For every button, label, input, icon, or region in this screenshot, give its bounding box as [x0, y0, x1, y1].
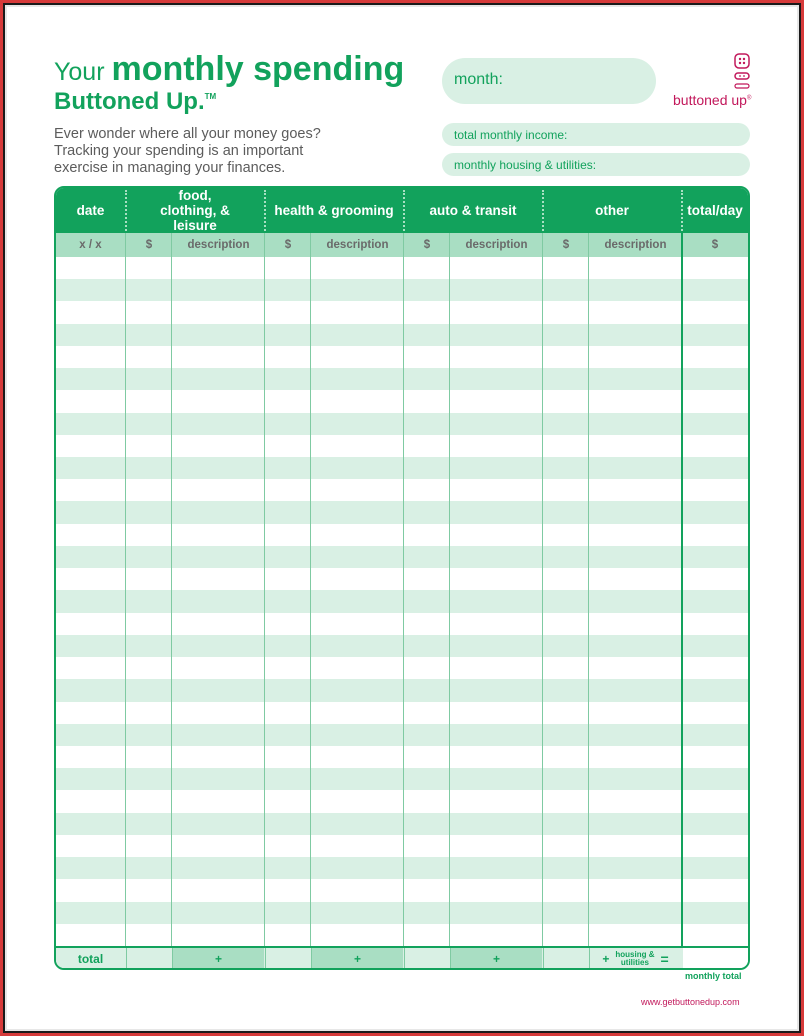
month-field[interactable]	[442, 58, 656, 104]
table-row[interactable]	[56, 879, 748, 901]
intro-line: Tracking your spending is an important	[54, 143, 304, 159]
column-line	[542, 233, 543, 946]
subtitle-text: Buttoned Up.	[54, 88, 205, 115]
housing-line: housing &	[615, 950, 655, 959]
logo-registered: ®	[746, 95, 752, 102]
col-food: food, clothing, & leisure	[160, 188, 230, 233]
table-row[interactable]	[56, 790, 748, 812]
table-row[interactable]	[56, 724, 748, 746]
table-row[interactable]	[56, 613, 748, 635]
table-body	[56, 257, 748, 946]
sub-food-dollar: $	[145, 239, 153, 251]
column-line	[403, 233, 404, 946]
housing-label: monthly housing & utilities:	[454, 158, 597, 172]
table-row[interactable]	[56, 546, 748, 568]
table-subheader	[56, 233, 748, 257]
plus-sign: +	[450, 948, 542, 970]
sub-health-description: description	[326, 239, 389, 251]
logo-wordmark	[673, 92, 751, 108]
sub-date: x / x	[79, 239, 102, 251]
monthly-total-cell[interactable]	[683, 948, 748, 970]
table-row[interactable]	[56, 835, 748, 857]
page-title	[54, 50, 404, 89]
table-row[interactable]	[56, 568, 748, 590]
plus-sign: +	[172, 948, 264, 970]
header-divider	[681, 190, 683, 231]
sub-food-description: description	[187, 239, 250, 251]
table-row[interactable]	[56, 924, 748, 946]
total-auto-dollar[interactable]	[404, 948, 449, 970]
table-row[interactable]	[56, 457, 748, 479]
sub-auto-dollar: $	[423, 239, 431, 251]
total-column-line	[681, 233, 683, 946]
column-line	[449, 233, 450, 946]
table-row[interactable]	[56, 702, 748, 724]
table-row[interactable]	[56, 257, 748, 279]
website-url[interactable]: www.getbuttonedup.com	[641, 997, 740, 1007]
title-main: monthly spending	[111, 50, 405, 88]
column-line	[588, 233, 589, 946]
intro-line: Ever wonder where all your money goes?	[54, 126, 321, 142]
total-health-dollar[interactable]	[265, 948, 310, 970]
trademark: TM	[204, 92, 217, 101]
col-auto: auto & transit	[429, 203, 517, 218]
housing-utilities-label	[615, 951, 654, 967]
table-row[interactable]	[56, 435, 748, 457]
housing-utilities-sum	[589, 948, 681, 970]
table-row[interactable]	[56, 479, 748, 501]
income-field[interactable]	[442, 123, 750, 146]
table-row[interactable]	[56, 301, 748, 323]
table-row[interactable]	[56, 679, 748, 701]
col-health: health & grooming	[274, 203, 394, 218]
intro-text	[54, 126, 384, 177]
totals-row	[56, 946, 748, 968]
table-header	[56, 188, 748, 233]
table-row[interactable]	[56, 279, 748, 301]
month-label: month:	[454, 71, 503, 88]
total-label: total	[77, 952, 104, 966]
table-row[interactable]	[56, 368, 748, 390]
column-line	[125, 233, 126, 946]
total-other-dollar[interactable]	[543, 948, 588, 970]
table-row[interactable]	[56, 768, 748, 790]
table-row[interactable]	[56, 346, 748, 368]
equals-sign: =	[660, 951, 669, 967]
sub-other-dollar: $	[562, 239, 570, 251]
column-line	[310, 233, 311, 946]
plus-sign: +	[311, 948, 403, 970]
table-row[interactable]	[56, 635, 748, 657]
intro-line: exercise in managing your finances.	[54, 160, 286, 176]
table-row[interactable]	[56, 813, 748, 835]
sub-total-dollar: $	[711, 239, 719, 251]
sub-health-dollar: $	[284, 239, 292, 251]
sub-auto-description: description	[465, 239, 528, 251]
table-row[interactable]	[56, 657, 748, 679]
header-divider	[125, 190, 127, 231]
table-row[interactable]	[56, 902, 748, 924]
page-subtitle	[54, 88, 216, 116]
total-food-dollar[interactable]	[126, 948, 171, 970]
col-other: other	[595, 203, 629, 218]
table-row[interactable]	[56, 746, 748, 768]
logo-text: buttoned up	[673, 92, 747, 108]
table-row[interactable]	[56, 390, 748, 412]
table-row[interactable]	[56, 501, 748, 523]
column-line	[264, 233, 265, 946]
income-label: total monthly income:	[454, 128, 568, 142]
col-date: date	[76, 203, 105, 218]
sub-other-description: description	[604, 239, 667, 251]
header-divider	[403, 190, 405, 231]
column-line	[171, 233, 172, 946]
header-divider	[264, 190, 266, 231]
header-divider	[542, 190, 544, 231]
table-row[interactable]	[56, 857, 748, 879]
table-row[interactable]	[56, 590, 748, 612]
table-row[interactable]	[56, 324, 748, 346]
spending-table	[54, 186, 750, 970]
housing-field[interactable]	[442, 153, 750, 176]
table-row[interactable]	[56, 524, 748, 546]
table-row[interactable]	[56, 413, 748, 435]
utilities-line: utilities	[620, 958, 649, 967]
plus-sign: +	[602, 952, 610, 966]
col-total-day: total/day	[687, 203, 743, 218]
monthly-total-label: monthly total	[685, 971, 742, 981]
title-prefix: Your	[54, 58, 105, 86]
